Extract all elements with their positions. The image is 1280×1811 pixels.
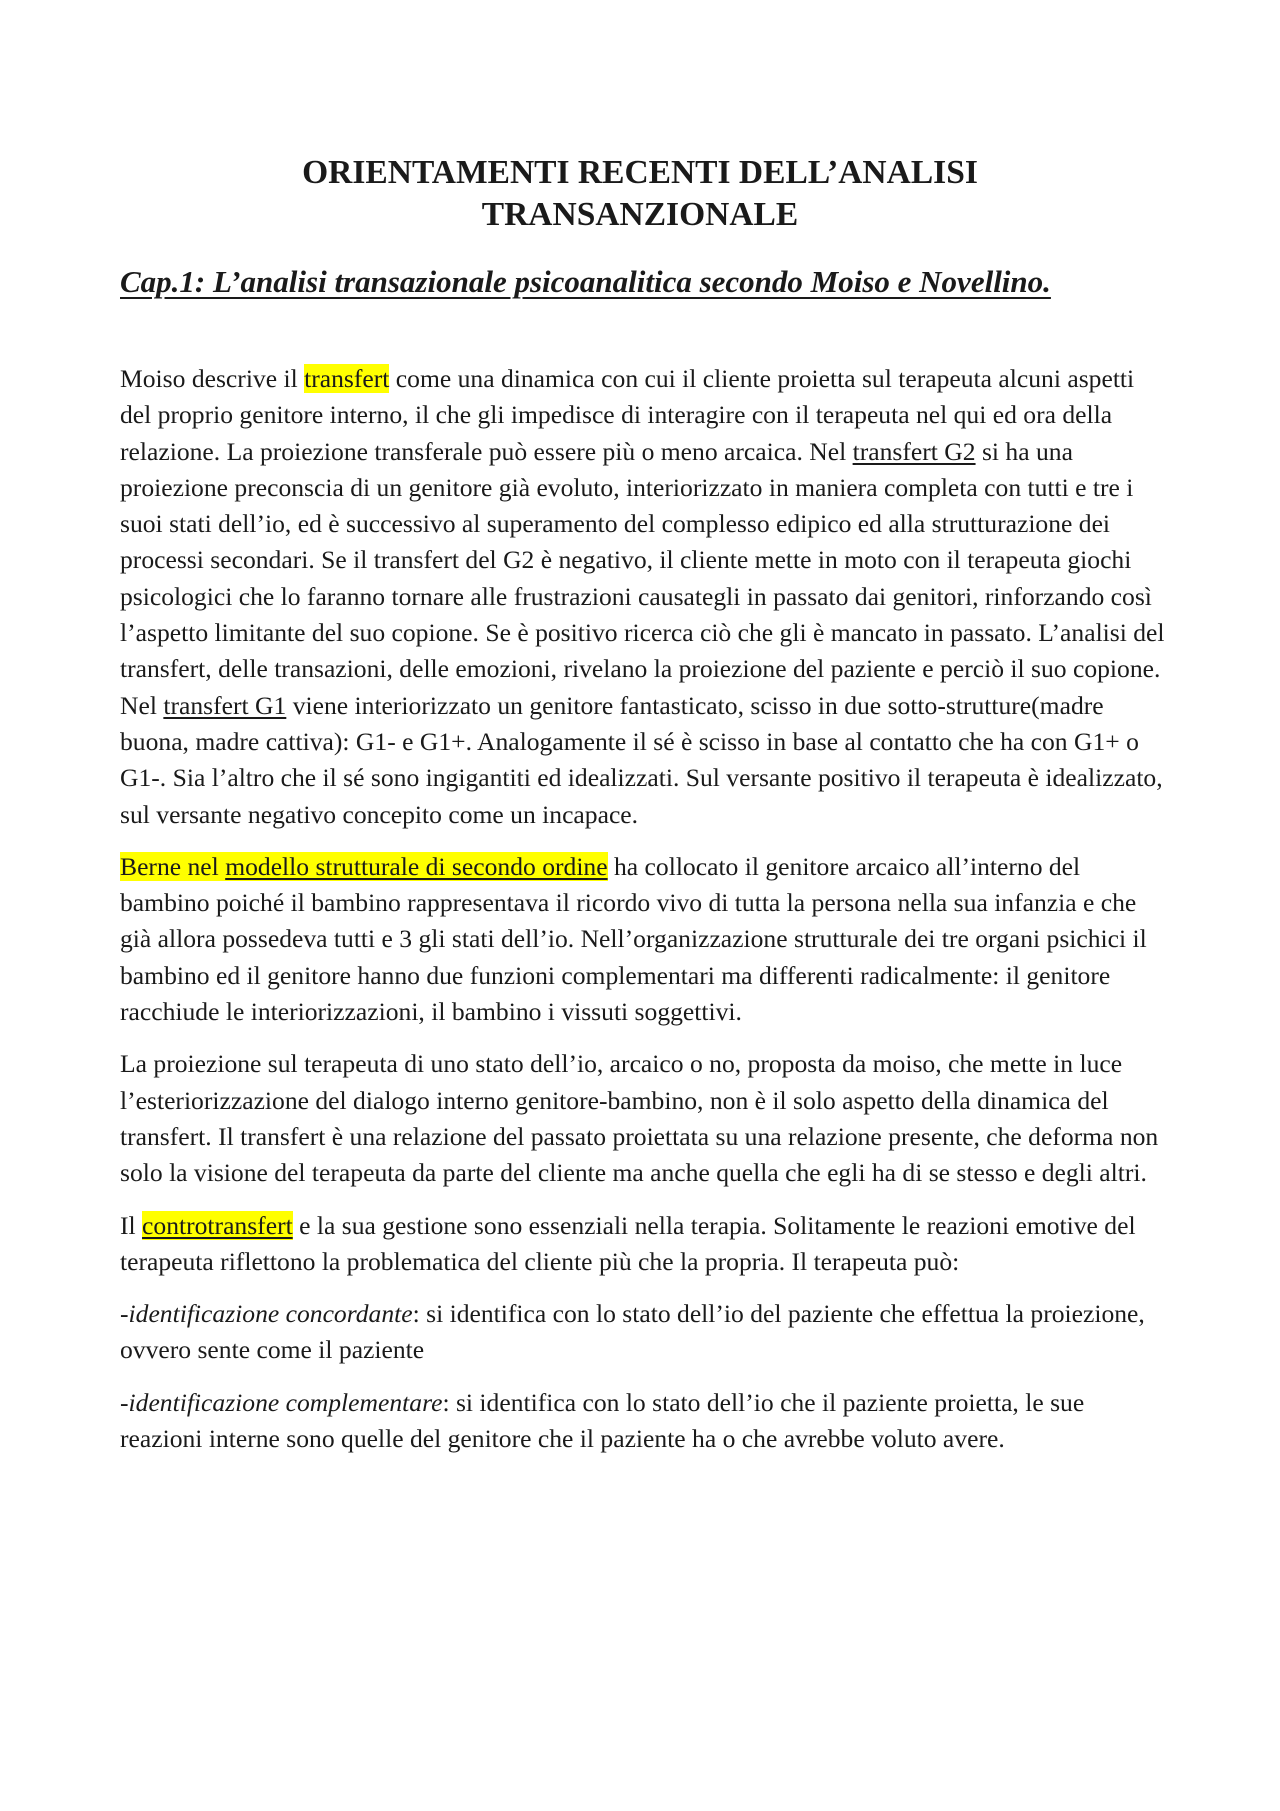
term-concordante: identificazione concordante [128,1299,413,1329]
text-run: : si identifica con lo stato dell’io del paziente che effettua la proiezione, ovvero sente come il paziente [120,1299,1145,1365]
paragraph-berne [120,849,1165,1030]
highlight-modello-strutturale: modello strutturale di secondo ordine [225,851,608,881]
title-line-2: TRANSANZIONALE [481,196,799,233]
body-text [120,361,1165,1473]
list-item-complementare [120,1385,1165,1458]
text-run: viene interiorizzato un genitore fantasticato, scisso in due sotto-strutture(madre buona, madre cattiva): G1- e G1+. Analogamente il sé è scisso in base al contatto che ha con G1+ o G1-. Sia l’altro che il sé sono ingigantiti ed idealizzati. Sul versante positivo il terapeuta è idealizzato, sul versante negativo concepito come un incapace. [120,690,1163,829]
underline-transfert-g2: transfert G2 [852,436,976,466]
term-complementare: identificazione complementare [128,1387,443,1417]
list-item-concordante [120,1296,1165,1369]
text-run: ha collocato il genitore arcaico all’interno del bambino poiché il bambino rappresentava il ricordo vivo di tutta la persona nella sua infanzia e che già allora possedeva tutti e 3 gli stati dell’io. Nell’organizzazione strutturale dei tre organi psichici il bambino ed il genitore hanno due funzioni complementari ma differenti radicalmente: il genitore racchiude le interiorizzazioni, il bambino i vissuti soggettivi. [120,851,1147,1027]
text-run: si ha una proiezione preconscia di un genitore già evoluto, interiorizzato in maniera completa con tutti e tre i suoi stati dell’io, ed è successivo al superamento del complesso edipico ed alla strutturazione dei processi secondari. Se il transfert del G2 è negativo, il cliente mette in moto con il terapeuta giochi psicologici che lo faranno tornare alle frustrazioni causategli in passato dai genitori, rinforzando così l’aspetto limitante del suo copione. Se è positivo ricerca ciò che gli è mancato in passato. L’analisi del transfert, delle transazioni, delle emozioni, rivelano la proiezione del paziente e perciò il suo copione. Nel [120,436,1165,720]
text-run: Moiso descrive il [120,364,305,393]
text-run: Il [120,1210,143,1240]
paragraph-proiezione: La proiezione sul terapeuta di uno stato dell’io, arcaico o no, proposta da moiso, che mette in luce l’esteriorizzazione del dialogo interno genitore-bambino, non è il solo aspetto della dinamica del transfert. Il transfert è una relazione del passato proiettata su una relazione presente, che deforma non solo la visione del terapeuta da parte del cliente ma anche quella che egli ha di se stesso e degli altri. [120,1049,1159,1188]
text-run: come una dinamica con cui il cliente proietta sul terapeuta alcuni aspetti del proprio genitore interno, il che gli impedisce di interagire con il terapeuta nel qui ed ora della relazione. La proiezione transferale può essere più o meno arcaica. Nel [120,364,1135,466]
underline-transfert-g1: transfert G1 [163,690,287,720]
chapter-heading-text: Cap.1: L’analisi transazionale psicoanalitica secondo Moiso e Novellino. [120,264,1051,299]
highlight-controtransfert: controtransfert [142,1210,293,1240]
list-dash: - [120,1387,129,1417]
highlight-berne: Berne nel [120,851,226,881]
page-title [120,152,1160,236]
highlight-transfert: transfert [304,364,390,393]
text-run: : si identifica con lo stato dell’io che il paziente proietta, le sue reazioni interne sono quelle del genitore che il paziente ha o che avrebbe voluto avere. [120,1387,1085,1454]
title-line-1: ORIENTAMENTI RECENTI DELL’ANALISI [302,154,978,191]
paragraph-transfert [120,361,1165,833]
list-dash: - [120,1299,129,1329]
paragraph-controtransfert [120,1208,1165,1281]
chapter-heading [120,262,1160,302]
text-run: e la sua gestione sono essenziali nella terapia. Solitamente le reazioni emotive del terapeuta riflettono la problematica del cliente più che la propria. Il terapeuta può: [120,1210,1136,1276]
